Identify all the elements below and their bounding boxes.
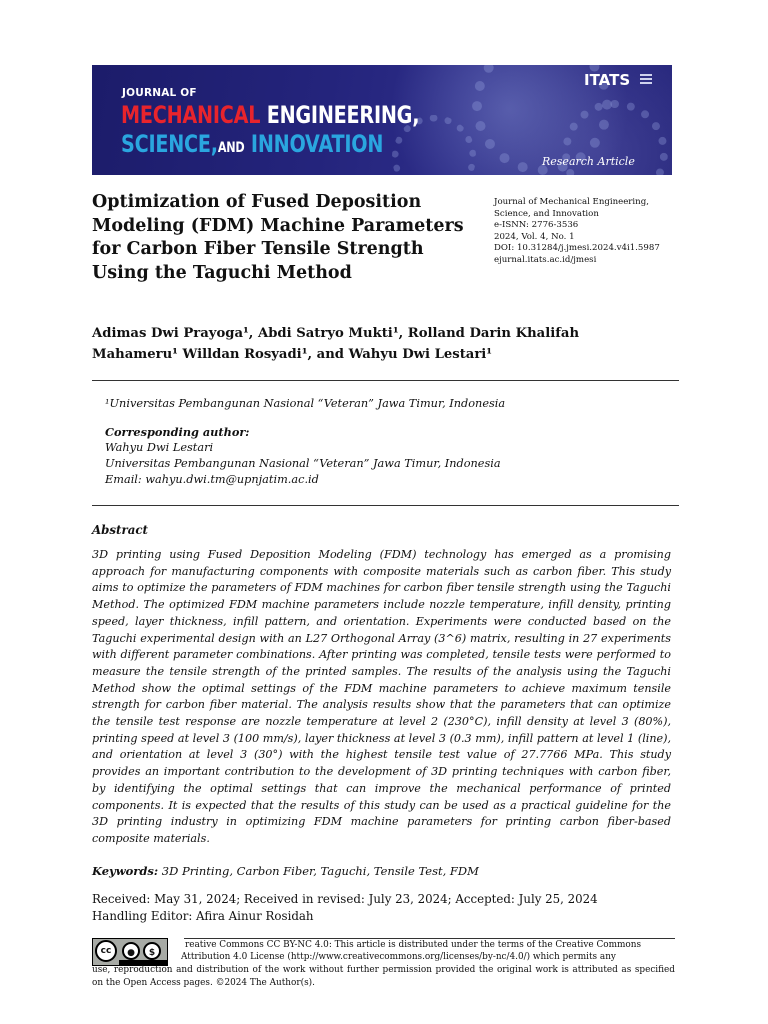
meta-journal-line2: Science, and Innovation [494, 208, 599, 219]
license-text-line3: use, reproduction and distribution of the work without further permission provided the original work is attributed as specified on the Open Access pages. ©2024 The Author(s). [92, 965, 675, 988]
meta-volume: 2024, Vol. 4, No. 1 [494, 231, 575, 242]
nc-icon: $ [143, 942, 161, 960]
corresponding-author-label: Corresponding author: [105, 425, 250, 439]
journal-name-line2 [121, 130, 383, 158]
journal-name-and: AND [217, 140, 245, 156]
received-dates: Received: May 31, 2024; Received in revised: July 23, 2024; Accepted: July 25, 2024 [92, 892, 598, 906]
meta-journal-line1: Journal of Mechanical Engineering, [494, 197, 649, 207]
divider [92, 505, 679, 506]
corresponding-author-institution: Universitas Pembangunan Nasional “Veteran” Jawa Timur, Indonesia [105, 457, 501, 470]
keywords-value: 3D Printing, Carbon Fiber, Taguchi, Tensile Test, FDM [161, 864, 479, 878]
cc-icon: cc [95, 940, 117, 962]
journal-name-science: SCIENCE, [121, 130, 218, 158]
meta-eissn: e-ISNN: 2776-3536 [494, 220, 579, 231]
author-list [92, 323, 692, 365]
license-divider [184, 938, 675, 939]
publisher-logo-mark [640, 74, 652, 86]
corresponding-author-name: Wahyu Dwi Lestari [105, 441, 214, 454]
corresponding-author-block [105, 424, 501, 488]
license-text-line1: reative Commons CC BY-NC 4.0: This article is distributed under the terms of the Creative Commons [185, 940, 642, 950]
license-text-line2: Attribution 4.0 License (http://www.creativecommons.org/licenses/by-nc/4.0/) which permits any [181, 952, 616, 962]
article-dates [92, 891, 598, 925]
journal-of-label: JOURNAL OF [122, 87, 197, 99]
affiliation: ¹Universitas Pembangunan Nasional “Veteran” Jawa Timur, Indonesia [105, 397, 506, 410]
by-icon: ● [122, 942, 140, 960]
corresponding-author-email[interactable]: Email: wahyu.dwi.tm@upnjatim.ac.id [105, 473, 319, 486]
paper-title: Optimization of Fused Deposition Modeling (FDM) Machine Parameters for Carbon Fiber Tensile Strength Using the Taguchi Method [92, 192, 464, 283]
journal-name-innovation: INNOVATION [250, 130, 384, 158]
journal-meta [494, 197, 684, 267]
keywords [92, 864, 479, 878]
keywords-label: Keywords: [92, 864, 159, 878]
cc-by-nc-badge[interactable] [92, 938, 168, 966]
publisher-logo: ITATS [584, 71, 631, 89]
divider [92, 380, 679, 381]
abstract-heading: Abstract [92, 523, 148, 537]
journal-banner [92, 65, 672, 175]
journal-name-mechanical: MECHANICAL [121, 101, 261, 129]
journal-name-engineering: ENGINEERING, [266, 101, 420, 129]
article-type-label: Research Article [542, 155, 635, 168]
author-line: Mahameru¹ Willdan Rosyadi¹, and Wahyu Dwi Lestari¹ [92, 347, 493, 362]
meta-url[interactable]: ejurnal.itats.ac.id/jmesi [494, 254, 597, 265]
journal-name-line1 [121, 101, 419, 129]
handling-editor: Handling Editor: Afira Ainur Rosidah [92, 909, 314, 923]
meta-doi[interactable]: DOI: 10.31284/j.jmesi.2024.v4i1.5987 [494, 243, 660, 254]
author-line: Adimas Dwi Prayoga¹, Abdi Satryo Mukti¹, Rolland Darin Khalifah [92, 326, 580, 341]
abstract-body: 3D printing using Fused Deposition Modeling (FDM) technology has emerged as a promising approach for manufacturing components with composite materials such as carbon fiber. This study aims to optimize the parameters of FDM machines for carbon fiber tensile strength using the Taguchi Method. The optimized FDM machine parameters include nozzle temperature, infill density, printing speed, layer thickness, infill pattern, and orientation. Experiments were conducted based on the Taguchi experimental design with an L27 Orthogonal Array (3^6) matrix, resulting in 27 experiments with different parameter combinations. After printing was completed, tensile tests were performed to measure the tensile strength of the printed samples. The results of the analysis using the Taguchi Method show the optimal settings of the FDM machine parameters to achieve maximum tensile strength for carbon fiber material. The analysis results show that the parameters that can optimize the tensile test response are nozzle temperature at level 2 (230°C), infill density at level 3 (80%), printing speed at level 3 (100 mm/s), layer thickness at level 3 (0.3 mm), infill pattern at level 1 (line), and orientation at level 3 (30°) with the highest tensile test value of 27.7766 MPa. This study provides an important contribution to the development of 3D printing techniques with carbon fiber, by identifying the optimal settings that can improve the mechanical performance of printed components. It is expected that the results of this study can be used as a practical guideline for the 3D printing industry in optimizing FDM machine parameters for printing carbon fiber-based composite materials. [92, 548, 671, 845]
